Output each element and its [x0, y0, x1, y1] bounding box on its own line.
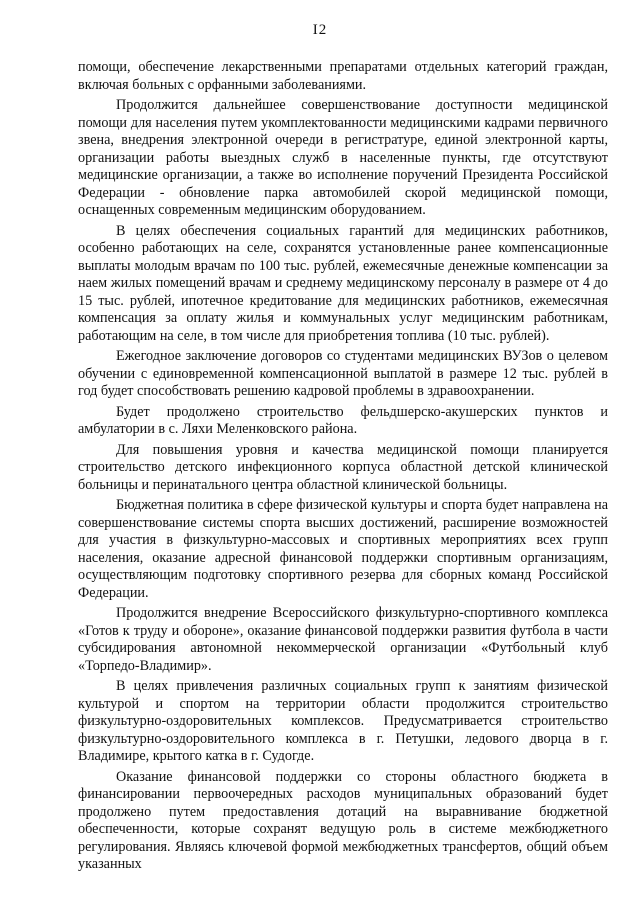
paragraph-medical-access: Продолжится дальнейшее совершенствование доступности медицинской помощи для населения путем укомплектованности медицинскими кадрами первичного звена, внедрения электронной очереди в регистратуре, единой электронной карты, организации работы выездных служб в населенные пункты, где отсутствуют медицинские организации, а также во исполнение поручений Президента Российской Федерации - обновление парка автомобилей скорой медицинской помощи, оснащенных современным медицинским оборудованием.: [78, 97, 608, 218]
paragraph-continued: помощи, обеспечение лекарственными препаратами отдельных категорий граждан, включая больных с орфанными заболеваниями.: [78, 59, 608, 93]
paragraph-feldsher-construction: Будет продолжено строительство фельдшерско-акушерских пунктов и амбулатории в с. Ляхи Меленковского района.: [78, 403, 608, 437]
document-body: [78, 59, 608, 877]
paragraph-gto-football: Продолжится внедрение Всероссийского физкультурно-спортивного комплекса «Готов к труду и обороне», оказание финансовой поддержки развития футбола в части субсидирования автономной некоммерческой организации «Футбольный клуб «Торпедо-Владимир».: [78, 605, 608, 674]
page-number: I2: [312, 22, 328, 38]
paragraph-sport-facilities: В целях привлечения различных социальных групп к занятиям физической культурой и спортом на территории области продолжится строительство физкультурно-оздоровительных комплексов. Предусматривается строительство физкультурно-оздоровительного комплекса в г. Петушки, ледового дворца в г. Владимире, крытого катка в г. Судогде.: [78, 678, 608, 764]
paragraph-social-guarantees: В целях обеспечения социальных гарантий для медицинских работников, особенно работающих на селе, сохранятся установленные ранее компенсационные выплаты молодым врачам по 100 тыс. рублей, ежемесячные денежные компенсации за наем жилых помещений врачам и среднему медицинскому персоналу в размере от 4 до 15 тыс. рублей, ипотечное кредитование для медицинских работников, ежемесячная компенсация за оплату жилья и коммунальных услуг медицинским работникам, работающим на селе, в том числе для приобретения топлива (10 тыс. рублей).: [78, 222, 608, 344]
paragraph-hospital-construction: Для повышения уровня и качества медицинской помощи планируется строительство детского инфекционного корпуса областной детской клинической больницы и перинатального центра областной клинической больницы.: [78, 441, 608, 493]
paragraph-financial-support: Оказание финансовой поддержки со стороны областного бюджета в финансировании первоочередных расходов муниципальных образований будет продолжено путем предоставления дотаций на выравнивание бюджетной обеспеченности, которые сохранят ведущую роль в системе межбюджетного регулирования. Являясь ключевой формой межбюджетных трансфертов, общий объем указанных: [78, 768, 608, 872]
paragraph-student-contracts: Ежегодное заключение договоров со студентами медицинских ВУЗов о целевом обучении с единовременной компенсационной выплатой в размере 12 тыс. рублей в год будет способствовать решению кадровой проблемы в здравоохранении.: [78, 348, 608, 399]
paragraph-sport-policy: Бюджетная политика в сфере физической культуры и спорта будет направлена на совершенствование системы спорта высших достижений, расширение возможностей для участия в физкультурно-массовых и спортивных мероприятиях всех групп населения, оказание адресной финансовой поддержки спортивным организациям, осуществляющим подготовку спортивного резерва для сборных команд Российской Федерации.: [78, 497, 608, 601]
